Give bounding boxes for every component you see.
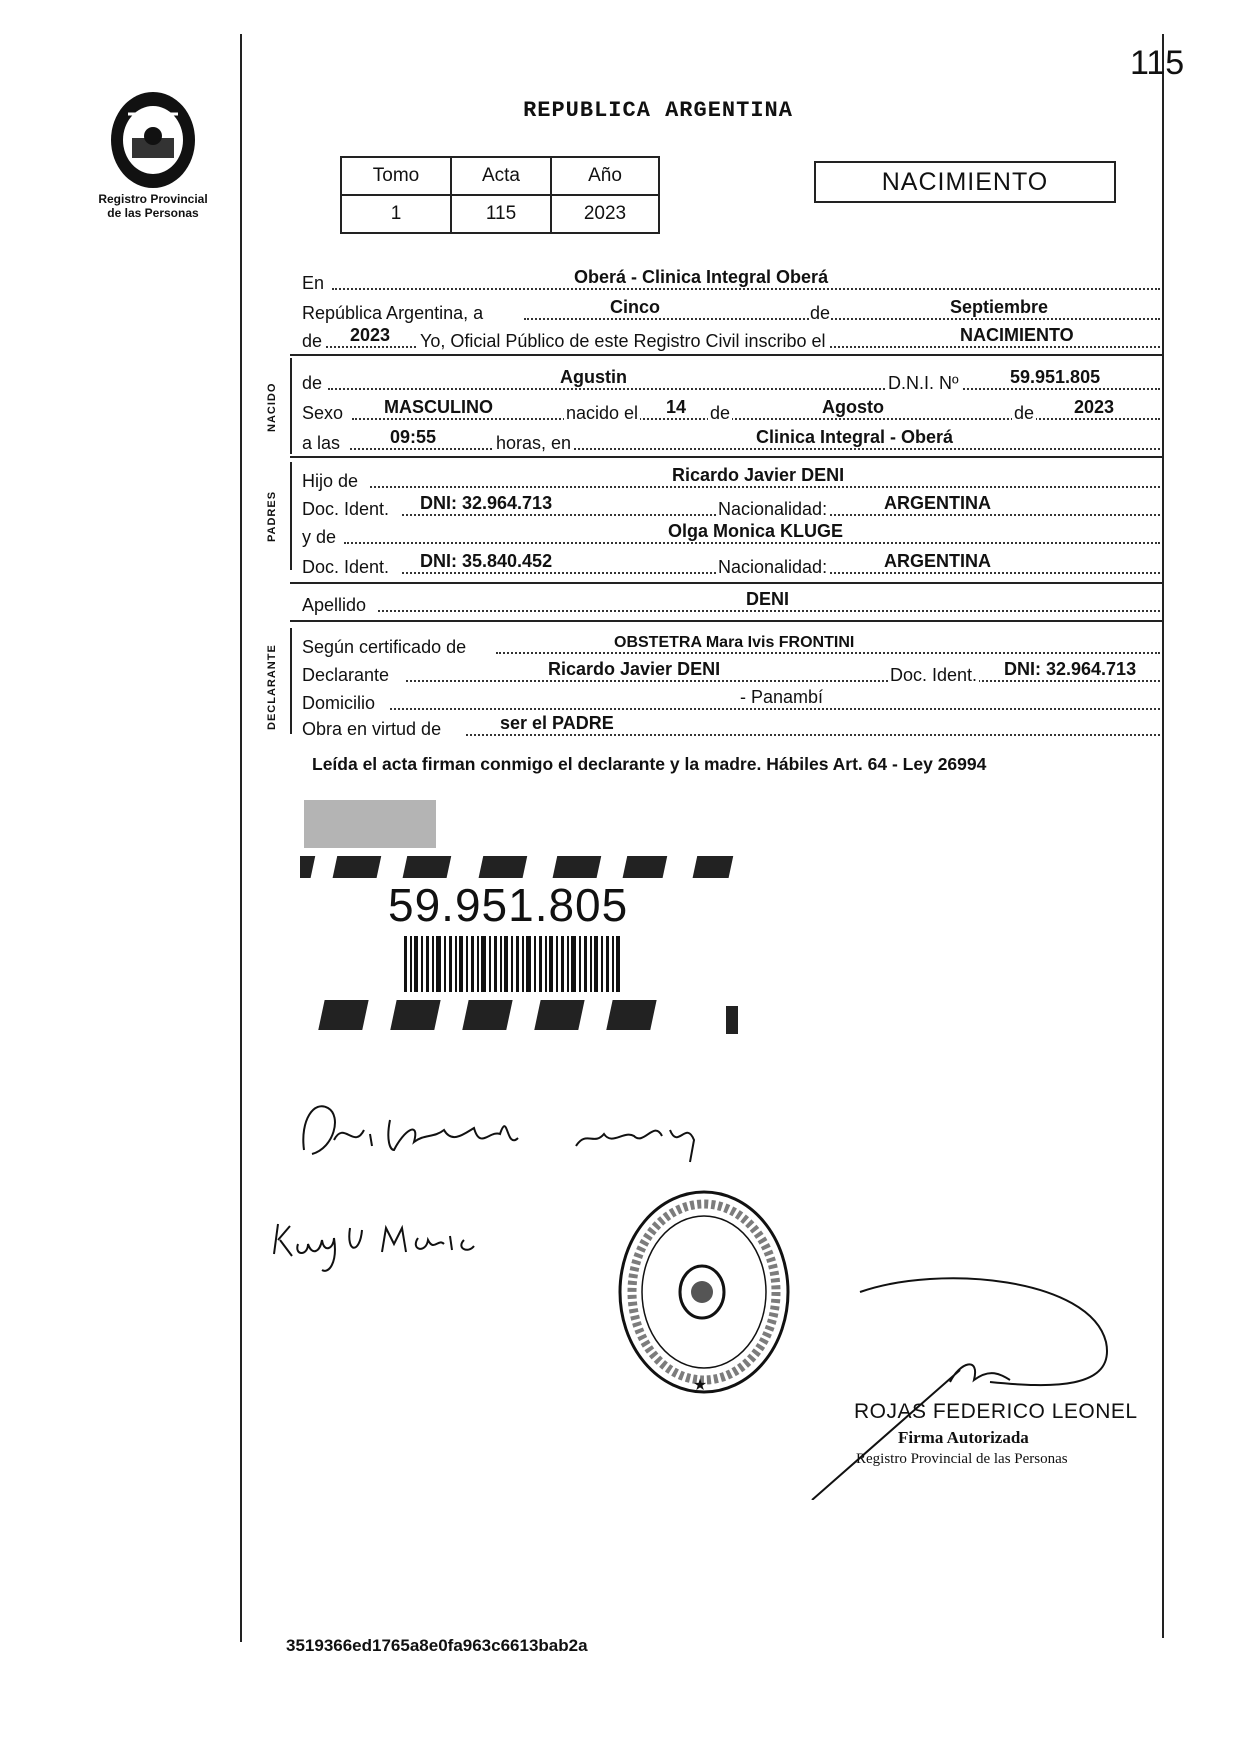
label-obra-en-virtud: Obra en virtud de	[302, 719, 442, 739]
label-de-mes: de	[810, 303, 831, 323]
oficial-title: Firma Autorizada	[898, 1428, 1029, 1447]
padre-nacionalidad: ARGENTINA	[884, 493, 991, 513]
document-title: REPUBLICA ARGENTINA	[523, 98, 793, 123]
registro-seal-icon	[616, 1188, 792, 1396]
rule-declarante-top	[290, 620, 1162, 622]
closing-text: Leída el acta firman conmigo el declarante y la madre. Hábiles Art. 64 - Ley 26994	[312, 754, 987, 774]
row-lugar	[302, 266, 1160, 294]
label-doc-padre: Doc. Ident.	[302, 499, 390, 519]
header-anio: Año	[551, 157, 659, 195]
right-margin-line	[1162, 34, 1164, 1638]
row-declarante	[302, 658, 1160, 686]
declarante-signature-icon	[294, 1090, 724, 1180]
value-acta: 115	[451, 195, 551, 233]
row-hijo-de	[302, 464, 1160, 492]
label-en: En	[302, 273, 325, 293]
fecha-anio: 2023	[350, 325, 391, 345]
nacido-dni: 59.951.805	[1010, 367, 1101, 387]
row-nacido-nombre	[302, 366, 1160, 394]
madre-dni: DNI: 35.840.452	[420, 551, 553, 571]
value-tomo: 1	[341, 195, 451, 233]
label-de-anio: de	[302, 331, 323, 351]
rule-padres-top	[290, 456, 1162, 458]
label-nacionalidad-madre: Nacionalidad:	[718, 557, 828, 577]
value-anio: 2023	[551, 195, 659, 233]
svg-text:★: ★	[692, 1377, 708, 1394]
row-domicilio	[302, 686, 1160, 714]
madre-nacionalidad: ARGENTINA	[884, 551, 991, 571]
left-margin-line	[240, 34, 242, 1642]
rule-apellido-top	[290, 582, 1162, 584]
label-domicilio: Domicilio	[302, 693, 376, 713]
row-madre-doc	[302, 550, 1160, 578]
fecha-mes: Septiembre	[950, 297, 1049, 317]
label-nacido-el: nacido el	[566, 403, 639, 423]
apellido-value: DENI	[746, 589, 790, 609]
label-de-nombre: de	[302, 373, 323, 393]
barcode-icon	[404, 936, 624, 992]
nacido-sexo: MASCULINO	[384, 397, 493, 417]
row-apellido	[302, 588, 1160, 616]
rule-nacido-top	[290, 354, 1162, 356]
label-segun-certificado: Según certificado de	[302, 637, 467, 657]
nacido-mes: Agosto	[822, 397, 884, 417]
label-sexo: Sexo	[302, 403, 344, 423]
label-yo-oficial: Yo, Oficial Público de este Registro Civil inscribo el	[420, 331, 826, 351]
declarante-nombre: Ricardo Javier DENI	[548, 659, 721, 679]
label-hijo-de: Hijo de	[302, 471, 359, 491]
lugar-value: Oberá - Clinica Integral Oberá	[574, 267, 829, 287]
logo-caption-line2: de las Personas	[107, 206, 199, 220]
madre-nombre: Olga Monica KLUGE	[668, 521, 844, 541]
nacido-dia: 14	[666, 397, 687, 417]
label-horas-en: horas, en	[496, 433, 572, 453]
padre-dni: DNI: 32.964.713	[420, 493, 553, 513]
nacido-lugar: Clinica Integral - Oberá	[756, 427, 954, 447]
page-number: 115	[1130, 44, 1185, 82]
section-label-nacido: NACIDO	[266, 382, 278, 432]
label-republica: República Argentina, a	[302, 303, 484, 323]
row-nacido-hora	[302, 426, 1160, 454]
label-y-de: y de	[302, 527, 337, 547]
row-padre-doc	[302, 492, 1160, 520]
label-nacionalidad-padre: Nacionalidad:	[718, 499, 828, 519]
oficial-org: Registro Provincial de las Personas	[856, 1451, 1068, 1467]
label-de-anio-nac: de	[1014, 403, 1035, 423]
label-apellido: Apellido	[302, 595, 367, 615]
row-nacido-sexo	[302, 396, 1160, 424]
padre-nombre: Ricardo Javier DENI	[672, 465, 845, 485]
document-hash: 3519366ed1765a8e0fa963c6613bab2a	[286, 1636, 588, 1655]
declarante-dni: DNI: 32.964.713	[1004, 659, 1137, 679]
madre-signature-icon	[268, 1214, 498, 1284]
label-dni: D.N.I. Nº	[888, 373, 959, 393]
section-label-declarante: DECLARANTE	[266, 644, 278, 730]
row-obra	[302, 712, 1160, 740]
label-de-mes-nac: de	[710, 403, 731, 423]
oficial-name: ROJAS FEDERICO LEONEL	[854, 1400, 1138, 1423]
logo-caption-line1: Registro Provincial	[98, 192, 208, 206]
label-a-las: a las	[302, 433, 341, 453]
label-doc-madre: Doc. Ident.	[302, 557, 390, 577]
barcode-number: 59.951.805	[388, 879, 629, 931]
fecha-dia: Cinco	[610, 297, 661, 317]
certificado-value: OBSTETRA Mara Ivis FRONTINI	[614, 634, 855, 651]
section-label-padres: PADRES	[266, 490, 278, 542]
row-fecha-anio	[302, 324, 1160, 352]
nacido-nombre: Agustin	[560, 367, 627, 387]
record-type-box: NACIMIENTO	[814, 161, 1116, 203]
header-tomo: Tomo	[341, 157, 451, 195]
acto-value: NACIMIENTO	[960, 325, 1074, 345]
nacido-hora: 09:55	[390, 427, 437, 447]
record-table	[340, 156, 660, 234]
row-certificado	[302, 630, 1160, 658]
nacido-anio: 2023	[1074, 397, 1115, 417]
label-doc-declarante: Doc. Ident.	[890, 665, 978, 685]
label-declarante: Declarante	[302, 665, 390, 685]
domicilio-value: - Panambí	[740, 687, 824, 707]
row-y-de	[302, 520, 1160, 548]
header-acta: Acta	[451, 157, 551, 195]
row-fecha	[302, 296, 1160, 324]
obra-value: ser el PADRE	[500, 713, 614, 733]
